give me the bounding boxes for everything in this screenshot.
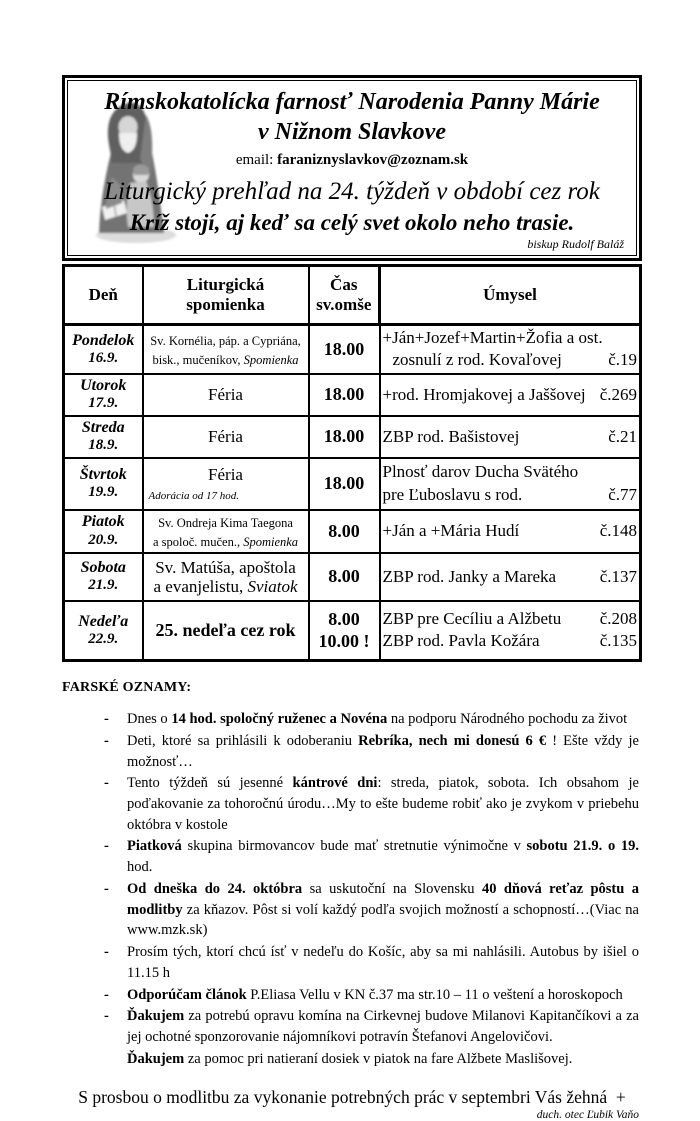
intention-text: Plnosť darov Ducha Svätého (382, 462, 579, 482)
memorial-line (146, 577, 306, 596)
signature: duch. otec Ľubik Vaňo (536, 1108, 639, 1121)
day-date: 16.9. (88, 349, 119, 366)
column-header-memorial: Liturgická spomienka (143, 266, 309, 325)
mass-time-cell (309, 601, 380, 661)
mass-time-cell (309, 325, 380, 374)
announcement-text (127, 942, 639, 983)
intention-number: č.77 (608, 484, 637, 504)
mass-time-cell (309, 510, 380, 553)
memorial-cell (143, 416, 309, 458)
intention-cell (380, 458, 641, 510)
intention-row (383, 566, 638, 588)
intention-text: +Ján a +Mária Hudí (382, 521, 520, 541)
text-run: bisk., mučeníkov, (152, 353, 244, 368)
mass-time: 18.00 (323, 473, 365, 494)
text-run: kántrové dni (292, 775, 378, 792)
intention-text: ZBP pre Cecíliu a Alžbetu (382, 609, 562, 629)
day-cell (64, 416, 143, 458)
intention-number: č.137 (599, 566, 637, 586)
day-cell (64, 325, 143, 374)
text-run: a evanjelistu, (153, 576, 248, 596)
text-run: a spoloč. mučen., (152, 535, 244, 550)
text-run: Od dneška do 24. októbra (127, 880, 303, 897)
day-cell (64, 374, 143, 416)
parish-title-line1: Rímskokatolícka farnosť Narodenia Panny Márie (104, 89, 600, 115)
intention-row (383, 520, 638, 542)
memorial-line (146, 484, 306, 503)
text-run: Ďakujem (127, 1008, 185, 1025)
text-run: Sv. Ondreja Kima Taegona (158, 516, 293, 531)
intention-text: zosnulí z rod. Kovaľovej (392, 350, 562, 370)
intention-number (631, 327, 637, 349)
memorial-cell (143, 553, 309, 601)
text-run: skupina birmovancov bude mať stretnutie výnimočne v (181, 838, 527, 855)
header-inner (67, 80, 637, 256)
text-run: 14 hod. spoločný ruženec a Novéna (171, 711, 388, 728)
text-run: Spomienka (243, 535, 299, 550)
announcement-text (127, 709, 639, 730)
text-run: sa uskutoční na Slovensku (302, 880, 482, 897)
quote-text: Kríž stojí, aj keď sa celý svet okolo neho trasie. (129, 209, 575, 235)
bullet-dash: - (104, 711, 109, 728)
announcement-text (127, 1006, 639, 1047)
intention-cell (380, 553, 641, 601)
intention-cell (380, 510, 641, 553)
announcements-list (62, 709, 642, 1069)
memorial-cell (143, 374, 309, 416)
header-box (62, 75, 642, 261)
mass-time-cell (309, 416, 380, 458)
column-header-time: Čas sv.omše (309, 266, 380, 325)
bullet-dash: - (104, 944, 109, 961)
sheet (62, 75, 642, 1121)
bullet-dash: - (104, 986, 109, 1003)
day-name: Utorok (80, 376, 127, 394)
text-run: 25. nedeľa cez rok (155, 620, 296, 641)
text-run: Sv. Matúša, apoštola (155, 557, 296, 577)
text-run: Adorácia od 17 hod. (148, 489, 239, 502)
memorial-cell (143, 601, 309, 661)
text-run: Spomienka (243, 353, 299, 368)
intention-number: č.269 (599, 384, 637, 404)
parish-title-line2: v Nižnom Slavkove (258, 118, 446, 145)
day-date: 19.9. (88, 484, 119, 501)
day-cell (64, 458, 143, 510)
memorial-line (146, 427, 306, 446)
text-run: Féria (208, 427, 243, 447)
memorial-line (146, 558, 306, 577)
day-date: 17.9. (88, 395, 119, 412)
text-run: Rebríka, nech mi donesú 6 € (358, 732, 547, 749)
email-line (74, 152, 630, 169)
memorial-line (146, 385, 306, 404)
text-run: Sviatok (247, 576, 298, 596)
header-text-block (74, 88, 630, 252)
column-header-day: Deň (64, 266, 143, 325)
day-date: 21.9. (88, 577, 119, 594)
text-run: Féria (208, 464, 243, 484)
intention-cell (380, 416, 641, 458)
announcement-item (104, 773, 639, 835)
intention-row (383, 327, 638, 349)
memorial-cell (143, 510, 309, 553)
text-run: : streda, piatok, sobota. Ich obsahom je poďakovanie za tohoročnú úrodu…My to ešte budeme robiť ako je zvykom v priebehu októbra v kostole (127, 775, 639, 833)
announcement-item (104, 1049, 639, 1070)
day-cell (64, 510, 143, 553)
day-cell (64, 601, 143, 661)
announcement-text (127, 879, 639, 941)
mass-time: 18.00 (323, 426, 365, 447)
intention-row (383, 384, 638, 406)
text-run: sobotu 21.9. o 19. (526, 838, 639, 855)
bullet-dash: - (104, 838, 109, 855)
mass-time-cell (309, 553, 380, 601)
day-name: Nedeľa (78, 612, 129, 630)
day-name: Piatok (81, 513, 125, 531)
text-run: Piatková (127, 838, 182, 855)
intention-text: ZBP rod. Bašistovej (382, 426, 520, 446)
bullet-dash: - (104, 732, 109, 749)
announcement-item (104, 1006, 639, 1047)
mass-time-cell (309, 458, 380, 510)
intention-number: č.21 (608, 426, 637, 446)
intention-cell (380, 325, 641, 374)
memorial-line (146, 512, 306, 531)
table-row (64, 510, 641, 553)
intention-row (383, 630, 638, 652)
table-row (64, 325, 641, 374)
day-date: 18.9. (88, 437, 119, 454)
text-run: hod. (127, 859, 153, 876)
intention-text: +rod. Hromjakovej a Jaššovej (382, 384, 586, 404)
memorial-line (146, 349, 306, 368)
mass-time: 8.00 (328, 608, 360, 629)
announcement-item (104, 942, 639, 983)
intention-text: ZBP rod. Pavla Kožára (382, 631, 540, 651)
text-run: za potrebú opravu komína na Cirkevnej budove Milanovi Kapitančíkovi a za jej ochotné sponzorovanie nájomníkovi potravín Štefanovi Angelovičovi. (127, 1008, 639, 1046)
text-run: Tento týždeň sú jesenné (127, 775, 293, 792)
announcement-text (127, 773, 639, 835)
bullet-dash: - (104, 1008, 109, 1025)
announcement-item (104, 709, 639, 730)
mass-time-cell (309, 374, 380, 416)
intention-number: č.208 (599, 609, 637, 629)
bullet-dash: - (104, 775, 109, 792)
day-name: Pondelok (72, 331, 135, 349)
memorial-cell (143, 325, 309, 374)
intention-row (383, 349, 638, 371)
day-date: 22.9. (88, 630, 119, 647)
liturgical-schedule-table (62, 264, 642, 662)
text-run: Prosím tých, ktorí chcú ísť v nedeľu do Košíc, aby sa mi nahlásili. Autobus by išiel o 11.15 h (127, 944, 639, 981)
announcement-item (104, 836, 639, 877)
table-row (64, 601, 641, 661)
memorial-cell (143, 458, 309, 510)
announcement-item (104, 879, 639, 941)
column-header-intention: Úmysel (380, 266, 641, 325)
text-run: ! Ešte vždy je možnosť… (127, 732, 639, 770)
intention-row (383, 484, 638, 506)
intention-text: ZBP rod. Janky a Mareka (382, 566, 557, 586)
intention-cell (380, 374, 641, 416)
intention-cell (380, 601, 641, 661)
intention-number (631, 461, 637, 483)
memorial-line (146, 531, 306, 550)
text-run: Sv. Kornélia, páp. a Cypriána, (150, 334, 301, 349)
text-run: Deti, ktoré sa prihlásili k odoberaniu (127, 732, 359, 749)
text-run: Odporúčam článok (127, 986, 247, 1003)
text-run: na podporu Národného pochodu za život (387, 711, 628, 728)
mass-time: 18.00 (323, 384, 365, 405)
text-run: za pomoc pri natieraní dosiek v piatok na fare Alžbete Maslišovej. (184, 1050, 573, 1067)
liturgical-week-title: Liturgický prehľad na 24. týždeň v období cez rok (104, 178, 600, 206)
intention-row (383, 426, 638, 448)
text-run: P.Eliasa Vellu v KN č.37 ma str.10 – 11 o veštení a horoskopoch (246, 986, 623, 1003)
email-address: faraniznyslavkov@zoznam.sk (277, 152, 469, 169)
text-run: Dnes o (127, 711, 172, 728)
mass-time: 18.00 (323, 339, 365, 360)
email-label: email: (235, 152, 278, 169)
announcement-item (104, 985, 639, 1006)
table-row (64, 416, 641, 458)
bullet-dash: - (104, 880, 109, 897)
mass-time: 8.00 (328, 566, 360, 587)
mass-time: 8.00 (328, 520, 360, 541)
memorial-line (146, 620, 306, 640)
text-run: Féria (208, 385, 243, 405)
table-row (64, 374, 641, 416)
table-header-row (64, 266, 641, 325)
text-run: za kňazov. Pôst si volí každý podľa svojich možností a schopností…(Viac na www.mzk.sk) (127, 901, 639, 939)
text-run: Ďakujem (127, 1050, 185, 1067)
table-row (64, 553, 641, 601)
table-row (64, 458, 641, 510)
announcements-heading: FARSKÉ OZNAMY: (62, 680, 192, 696)
intention-number: č.135 (599, 631, 637, 651)
quote-author: biskup Rudolf Baláž (527, 237, 624, 252)
announcement-text (127, 985, 639, 1006)
text-run: 40 dňová reťaz pôstu a modlitby (127, 880, 640, 918)
mass-time: 10.00 ! (318, 631, 370, 652)
day-cell (64, 553, 143, 601)
day-date: 20.9. (88, 531, 119, 548)
memorial-line (146, 330, 306, 349)
day-name: Sobota (80, 558, 126, 576)
memorial-line (146, 465, 306, 484)
intention-text: pre Ľuboslavu s rod. (382, 484, 523, 504)
day-name: Štvrtok (79, 465, 127, 483)
announcement-text (127, 1049, 639, 1070)
blessing-line: S prosbou o modlitbu za vykonanie potrebných prác v septembri Vás žehná + (78, 1086, 626, 1107)
intention-text: +Ján+Jozef+Martin+Žofia a ost. (382, 328, 603, 348)
intention-row (383, 461, 638, 483)
intention-number: č.148 (599, 521, 637, 541)
day-name: Streda (81, 418, 125, 436)
announcement-text (127, 731, 639, 772)
intention-row (383, 608, 638, 630)
intention-number: č.19 (608, 350, 637, 370)
announcement-item (104, 731, 639, 772)
announcement-text (127, 836, 639, 877)
